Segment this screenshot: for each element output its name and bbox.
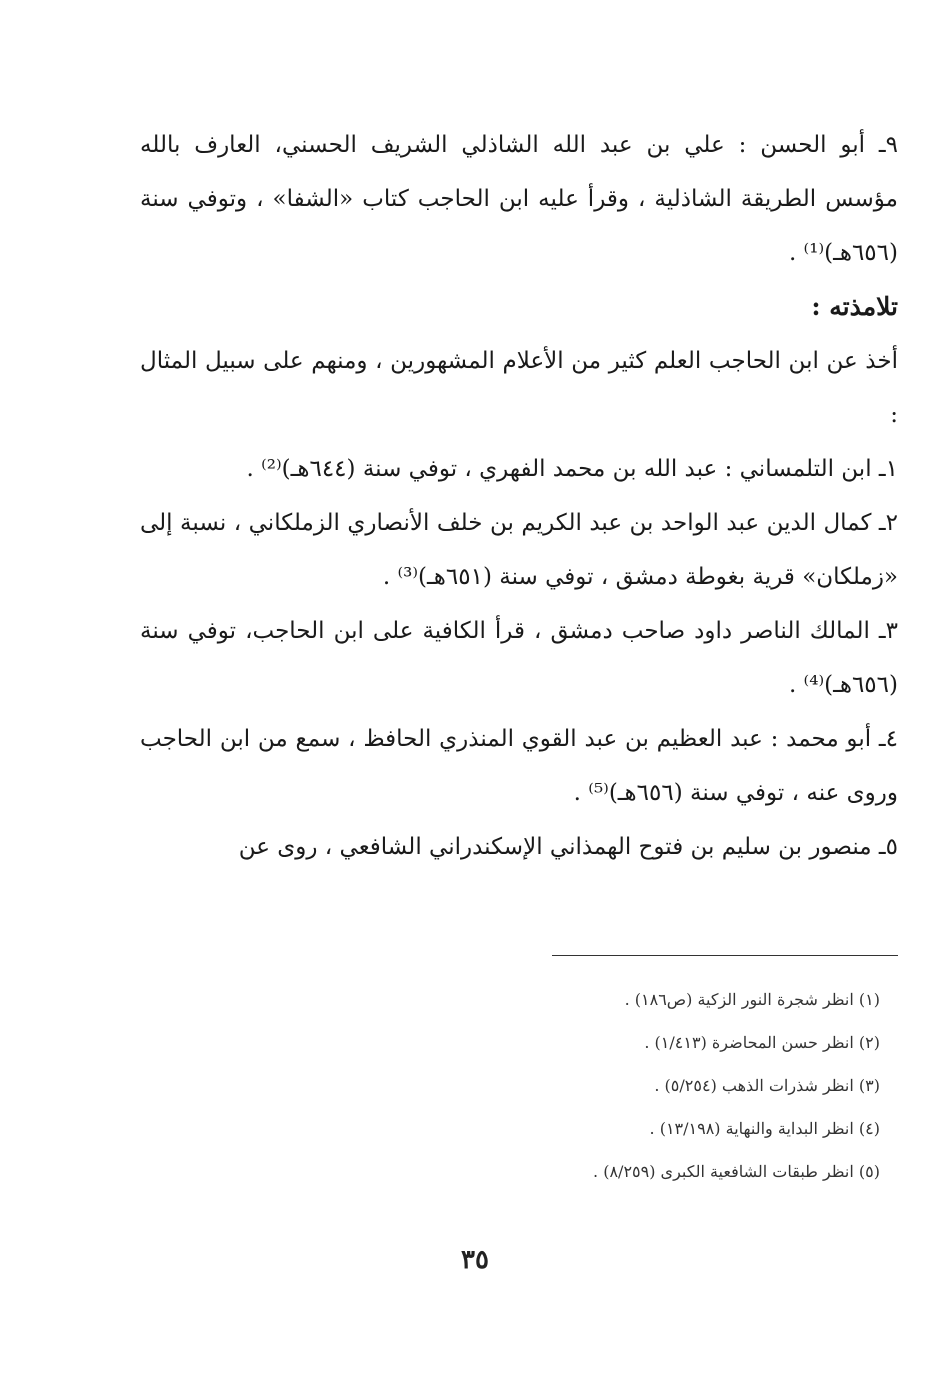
list-item-student-3: ٣ـ المالك الناصر داود صاحب دمشق ، قرأ الكافية على ابن الحاجب، توفي سنة (٦٥٦هـ)⁽⁴⁾ . xyxy=(140,618,898,698)
paragraph-abu-al-hasan: ٩ـ أبو الحسن : علي بن عبد الله الشاذلي الشريف الحسني، العارف بالله مؤسس الطريقة الشاذلية ، وقرأ عليه ابن الحاجب كتاب «الشفا» ، وتوفي سنة (٦٥٦هـ)⁽¹⁾ . xyxy=(140,132,898,266)
list-item-student-5: ٥ـ منصور بن سليم بن فتوح الهمذاني الإسكندراني الشافعي ، روى عن xyxy=(238,834,898,860)
page-number: ٣٥ xyxy=(461,1245,489,1275)
section-heading-students: تلامذته : xyxy=(811,292,898,321)
paragraph-intro: أخذ عن ابن الحاجب العلم كثير من الأعلام المشهورين ، ومنهم على سبيل المثال : xyxy=(140,348,898,428)
list-item-student-1: ١ـ ابن التلمساني : عبد الله بن محمد الفهري ، توفي سنة (٦٤٤هـ)⁽²⁾ . xyxy=(246,456,898,482)
footnotes xyxy=(300,978,880,1193)
footnote-divider xyxy=(552,955,898,956)
footnote-5: (٥) انظر طبقات الشافعية الكبرى (٨/٢٥٩) . xyxy=(593,1162,880,1181)
list-item-student-2: ٢ـ كمال الدين عبد الواحد بن عبد الكريم بن خلف الأنصاري الزملكاني ، نسبة إلى «زملكان» قرية بغوطة دمشق ، توفي سنة (٦٥١هـ)⁽³⁾ . xyxy=(140,510,898,590)
footnote-1: (١) انظر شجرة النور الزكية (ص١٨٦) . xyxy=(624,990,880,1009)
footnote-4: (٤) انظر البداية والنهاية (١٣/١٩٨) . xyxy=(649,1119,880,1138)
footnote-2: (٢) انظر حسن المحاضرة (١/٤١٣) . xyxy=(644,1033,880,1052)
list-item-student-4: ٤ـ أبو محمد : عبد العظيم بن عبد القوي المنذري الحافظ ، سمع من ابن الحاجب وروى عنه ، توفي سنة (٦٥٦هـ)⁽⁵⁾ . xyxy=(140,726,898,806)
footnote-3: (٣) انظر شذرات الذهب (٥/٢٥٤) . xyxy=(654,1076,880,1095)
main-text xyxy=(140,118,898,874)
